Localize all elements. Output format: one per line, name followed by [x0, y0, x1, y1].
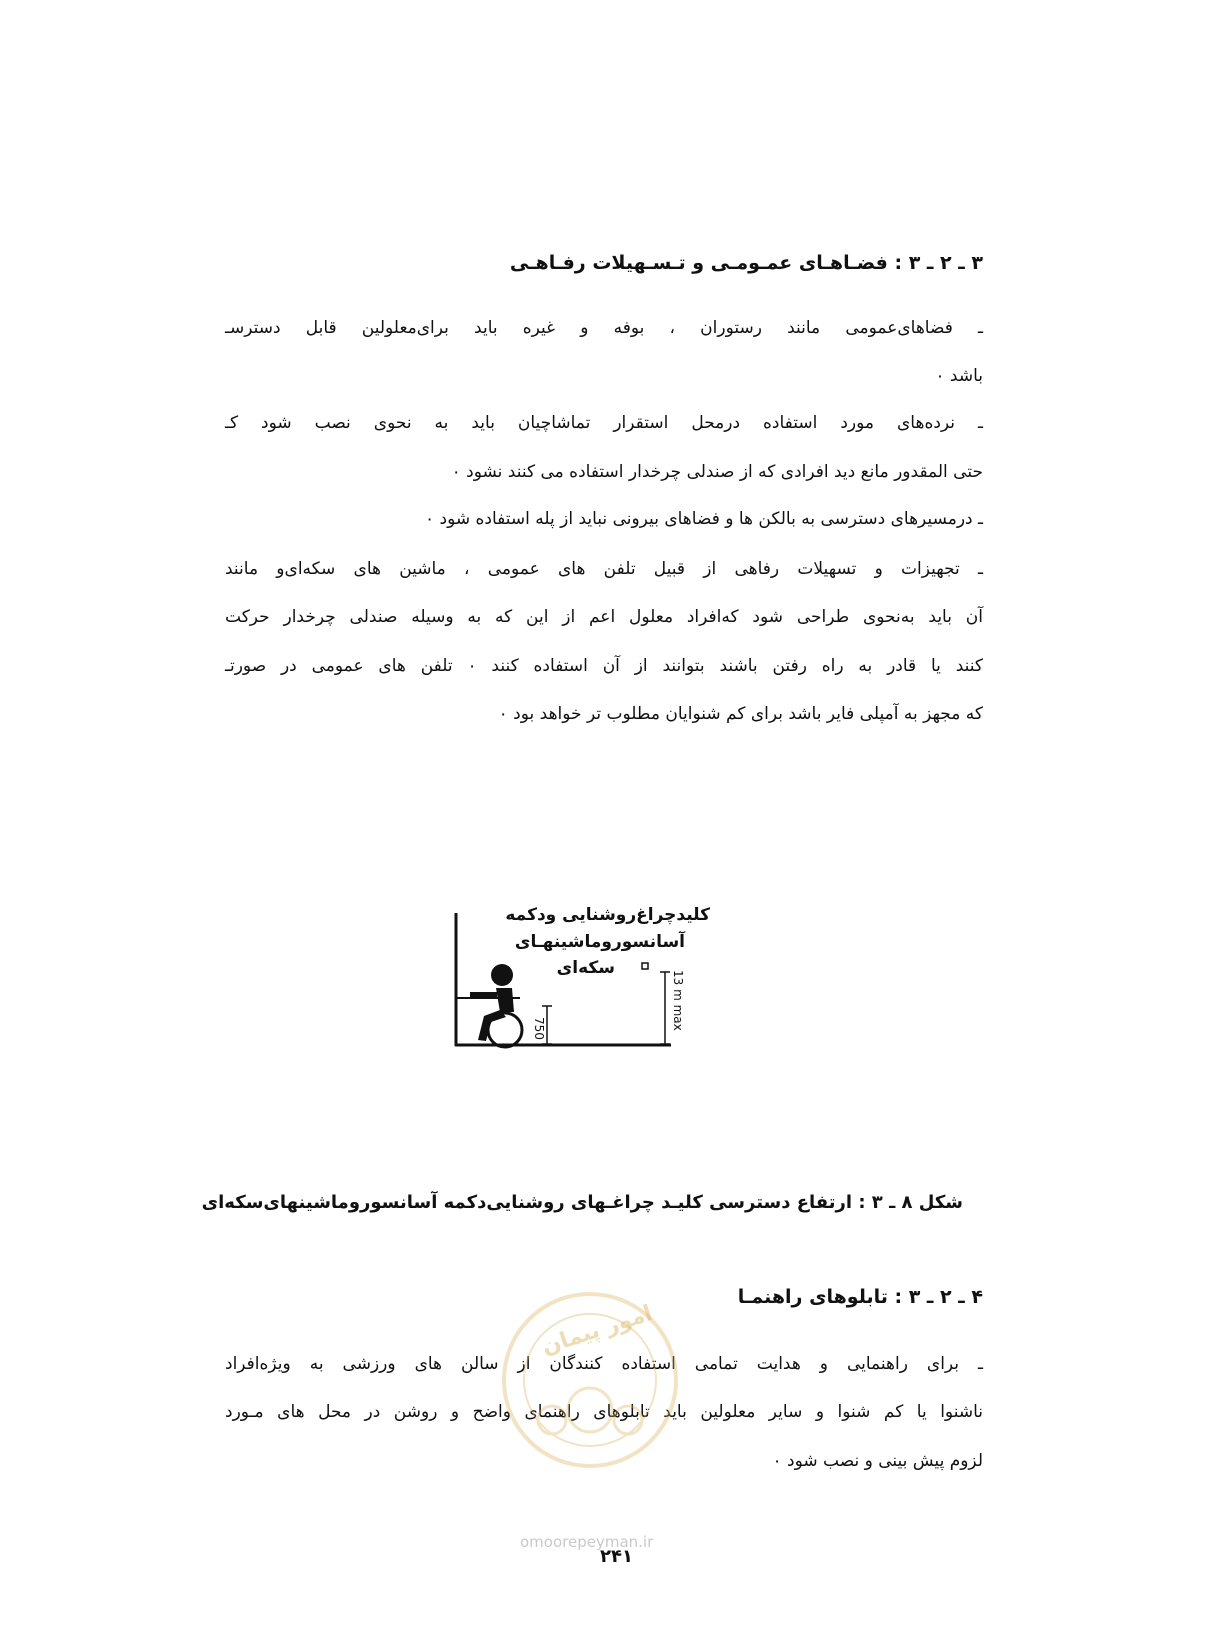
paragraph-line: که مجهز به آمپلی فایر باشد برای کم شنوایان مطلوب تر خواهد بود ۰: [498, 704, 983, 724]
paragraph-line: آن باید به‌نحوی طراحی شود که‌افراد معلول اعم از این که به وسیله صندلی چرخدار حرکت: [225, 607, 983, 627]
dim-750-label: 750: [532, 1017, 546, 1040]
paragraph-line: باشد ۰: [935, 366, 983, 386]
figure-label-line2: آسانسوروماشینهـای: [514, 932, 685, 952]
paragraph-line: ـ نرده‌های مورد استفاده درمحل استقرار تماشاچیان باید به نحوی نصب شود کـ: [225, 413, 983, 433]
watermark-url: omoorepeyman.ir: [520, 1533, 654, 1551]
figure-label-line3: سکه‌ای: [556, 958, 615, 978]
page-number: ۲۴۱: [600, 1546, 633, 1567]
dim-max-label: 13 m max: [671, 970, 685, 1031]
paragraph-line: حتی المقدور مانع دید افرادی که از صندلی چرخدار استفاده می کنند نشود ۰: [451, 462, 983, 482]
paragraph-line: ـ تجهیزات و تسهیلات رفاهی از قبیل تلفن های عمومی ، ماشین های سکه‌ای‌و مانند: [225, 559, 983, 579]
paragraph-line: کنند یا قادر به راه رفتن باشند بتوانند از آن استفاده کنند ۰ تلفن های عمومی در صورتـ: [225, 656, 983, 676]
figure-label-line1: کلیدچراغ‌روشنایی ودکمه: [505, 905, 710, 925]
paragraph-line: ناشنوا یا کم شنوا و سایر معلولین باید تابلوهای راهنمای واضح و روشن در محل های مـورد: [225, 1402, 983, 1422]
section-heading-3-2-3: ۳ ـ ۲ ـ ۳ : فضـاهـای عمـومـی و تـسـهیلات رفـاهـی: [509, 252, 983, 274]
figure-caption: شکل ۸ ـ ۳ : ارتفاع دسترسی کلیـد چراغـهای روشنایی‌دکمه آسانسوروماشینهای‌سکه‌ای: [201, 1192, 963, 1213]
paragraph-line: ـ فضاهای‌عمومی مانند رستوران ، بوفه و غیره باید برای‌معلولین قابل دسترسـ: [225, 318, 983, 338]
switch-marker-icon: [642, 963, 648, 969]
paragraph-line: ـ برای راهنمایی و هدایت تمامی استفاده کنندگان از سالن های ورزشی به ویژه‌افراد: [225, 1354, 983, 1374]
paragraph-line: لزوم پیش بینی و نصب شود ۰: [772, 1451, 983, 1471]
watermark-seal-icon: [500, 1280, 680, 1480]
watermark-seal-text: امور پیمان: [538, 1300, 656, 1361]
paragraph-line: ـ درمسیرهای دسترسی به بالکن ها و فضاهای بیرونی نباید از پله استفاده شود ۰: [424, 509, 983, 529]
section-heading-4-2-3: ۴ ـ ۲ ـ ۳ : تابلوهای راهنمـا: [737, 1286, 983, 1308]
